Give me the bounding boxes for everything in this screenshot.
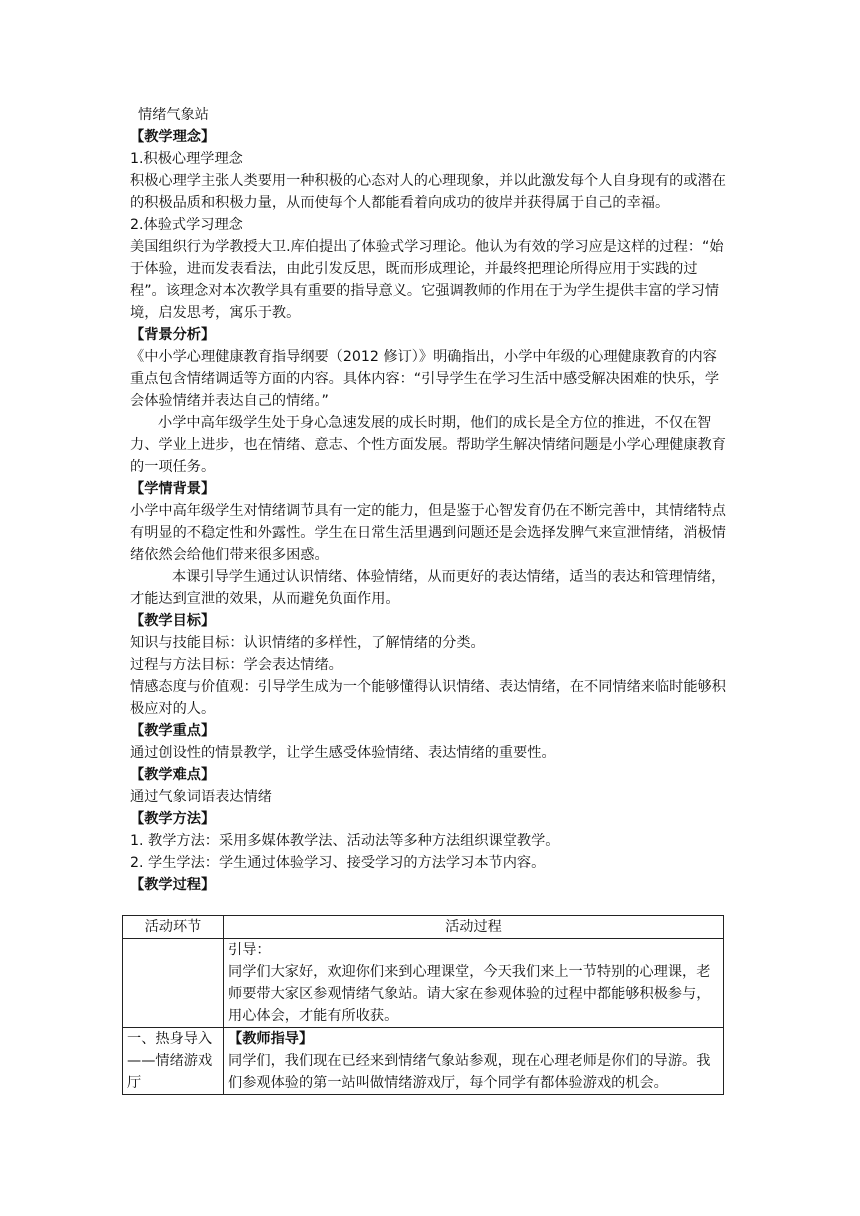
method-teaching: 1. 教学方法：采用多媒体教学法、活动法等多种方法组织课堂教学。 bbox=[130, 833, 560, 849]
goal-process: 过程与方法目标：学会表达情绪。 bbox=[130, 657, 343, 673]
header-activity-stage: 活动环节 bbox=[123, 916, 224, 939]
document-body bbox=[130, 104, 726, 896]
key-points-text: 通过创设性的情景教学，让学生感受体验情绪、表达情绪的重要性。 bbox=[130, 745, 556, 761]
goal-knowledge: 知识与技能目标：认识情绪的多样性，了解情绪的分类。 bbox=[130, 635, 485, 651]
row-1-process bbox=[224, 939, 724, 1028]
background-paragraph-2: 小学中高年级学生处于身心急速发展的成长时期，他们的成长是全方位的推进，不仅在智力、学业上进步，也在情绪、意志、个性方面发展。帮助学生解决情绪问题是小学心理健康教育的一项任务。 bbox=[130, 415, 726, 475]
section-heading-difficulty: 【教学难点】 bbox=[130, 767, 216, 783]
section-heading-learner: 【学情背景】 bbox=[130, 481, 216, 497]
section-heading-key-points: 【教学重点】 bbox=[130, 723, 216, 739]
row-1-title: 引导： bbox=[228, 942, 271, 958]
row-1-stage bbox=[123, 939, 224, 1028]
method-learning: 2. 学生学法：学生通过体验学习、接受学习的方法学习本节内容。 bbox=[130, 855, 546, 871]
header-activity-process: 活动过程 bbox=[224, 916, 724, 939]
concept-2-body: 美国组织行为学教授大卫.库伯提出了体验式学习理论。他认为有效的学习应是这样的过程：“始于体验，进而发表看法，由此引发反思，既而形成理论，并最终把理论所得应用于实践的过程”。该理念对本次教学具有重要的指导意义。它强调教师的作用在于为学生提供丰富的学习情境，启发思考，寓乐于教。 bbox=[130, 239, 724, 321]
section-heading-methods: 【教学方法】 bbox=[130, 811, 216, 827]
concept-2-title: 2.体验式学习理念 bbox=[130, 217, 243, 233]
section-heading-goals: 【教学目标】 bbox=[130, 613, 216, 629]
process-table bbox=[122, 915, 724, 1095]
section-heading-concept: 【教学理念】 bbox=[130, 129, 216, 145]
learner-paragraph-2: 本课引导学生通过认识情绪、体验情绪，从而更好的表达情绪，适当的表达和管理情绪，才能达到宣泄的效果，从而避免负面作用。 bbox=[130, 569, 726, 607]
table-header-row bbox=[123, 916, 724, 939]
table-row bbox=[123, 939, 724, 1028]
row-2-process bbox=[224, 1028, 724, 1095]
goal-attitude: 情感态度与价值观：引导学生成为一个能够懂得认识情绪、表达情绪，在不同情绪来临时能够积极应对的人。 bbox=[130, 679, 726, 717]
concept-1-title: 1.积极心理学理念 bbox=[130, 151, 243, 167]
row-1-body: 同学们大家好，欢迎你们来到心理课堂，今天我们来上一节特别的心理课，老师要带大家区参观情绪气象站。请大家在参观体验的过程中都能够积极参与，用心体会，才能有所收获。 bbox=[228, 964, 711, 1024]
row-2-stage: 一、热身导入——情绪游戏厅 bbox=[123, 1028, 224, 1095]
learner-paragraph-1: 小学中高年级学生对情绪调节具有一定的能力，但是鉴于心智发育仍在不断完善中，其情绪特点有明显的不稳定性和外露性。学生在日常生活里遇到问题还是会选择发脾气来宣泄情绪，消极情绪依然会给他们带来很多困惑。 bbox=[130, 503, 726, 563]
section-heading-background: 【背景分析】 bbox=[130, 327, 216, 343]
difficulty-text: 通过气象词语表达情绪 bbox=[130, 789, 272, 805]
concept-1-body: 积极心理学主张人类要用一种积极的心态对人的心理现象，并以此激发每个人自身现有的或潜在的积极品质和积极力量，从而使每个人都能看着向成功的彼岸并获得属于自己的幸福。 bbox=[130, 173, 726, 211]
table-row bbox=[123, 1028, 724, 1095]
doc-title: 情绪气象站 bbox=[138, 107, 209, 123]
row-2-title: 【教师指导】 bbox=[228, 1031, 314, 1047]
background-paragraph-1: 《中小学心理健康教育指导纲要（2012 修订）》明确指出，小学中年级的心理健康教育的内容重点包含情绪调适等方面的内容。具体内容：“引导学生在学习生活中感受解决困难的快乐，学会体验情绪并表达自己的情绪。” bbox=[130, 349, 720, 409]
row-2-body: 同学们，我们现在已经来到情绪气象站参观，现在心理老师是你们的导游。我们参观体验的第一站叫做情绪游戏厅，每个同学有都体验游戏的机会。 bbox=[228, 1053, 711, 1091]
section-heading-process: 【教学过程】 bbox=[130, 877, 216, 893]
